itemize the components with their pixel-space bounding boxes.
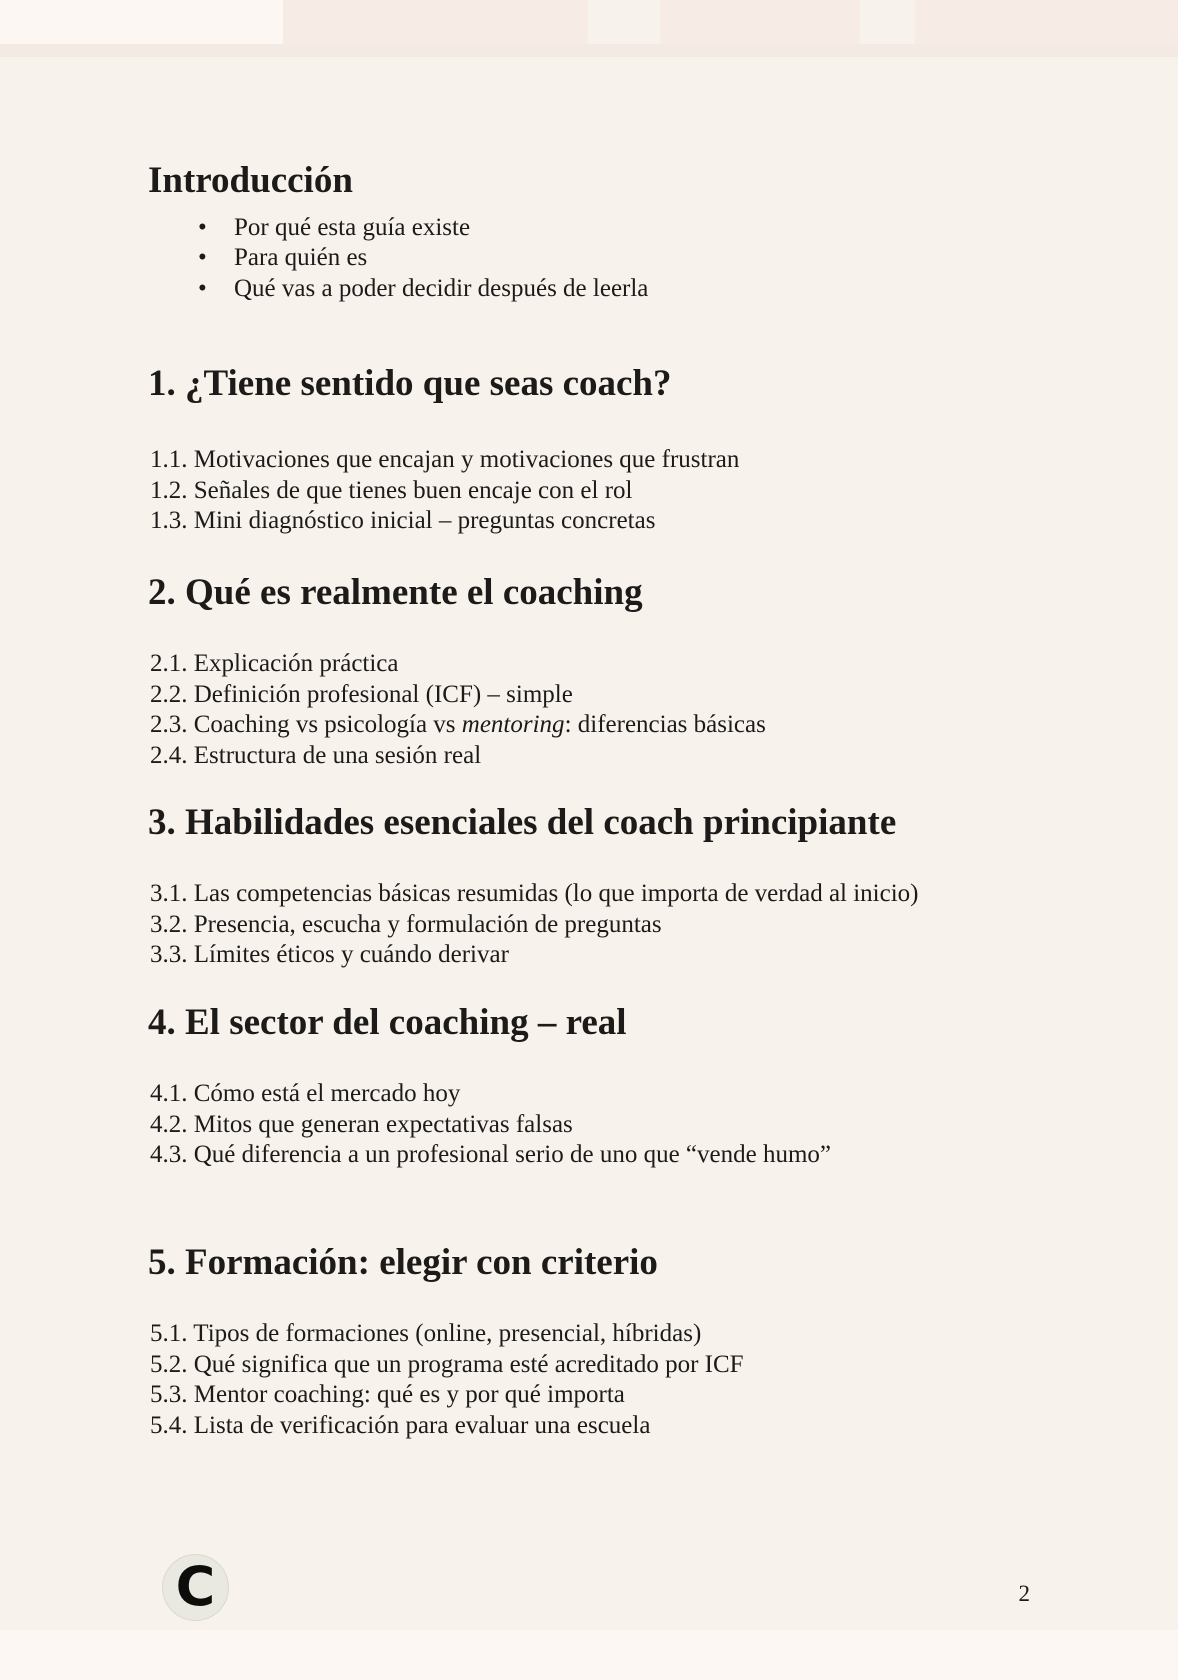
top-tint-band	[0, 44, 1178, 57]
section-item-list	[150, 649, 1058, 771]
bullet-icon: •	[198, 244, 207, 272]
section-item-list	[150, 879, 1058, 971]
toc-item: 1.1. Motivaciones que encajan y motivaciones que frustran	[150, 446, 740, 473]
section-heading: 1. ¿Tiene sentido que seas coach?	[148, 363, 672, 404]
toc-item: 5.4. Lista de verificación para evaluar una escuela	[150, 1411, 651, 1439]
bullet-icon: •	[198, 274, 207, 302]
top-tint-block	[660, 0, 860, 44]
toc-section-1	[148, 362, 1058, 537]
toc-item: 5.1. Tipos de formaciones (online, presencial, híbridas)	[150, 1320, 702, 1347]
page-number: 2	[1018, 1581, 1030, 1606]
toc-item: 1.2. Señales de que tienes buen encaje con el rol	[150, 476, 633, 504]
toc-section-5	[148, 1241, 1058, 1441]
toc-section-3	[148, 801, 1058, 971]
toc-item: 1.3. Mini diagnóstico inicial – preguntas concretas	[150, 507, 656, 535]
section-heading: 2. Qué es realmente el coaching	[148, 572, 643, 613]
toc-item: 5.3. Mentor coaching: qué es y por qué importa	[150, 1381, 625, 1409]
toc-item: 3.1. Las competencias básicas resumidas (lo que importa de verdad al inicio)	[150, 880, 919, 907]
logo-badge	[162, 1554, 229, 1621]
bottom-tint-band	[0, 1630, 1178, 1680]
section-heading: 3. Habilidades esenciales del coach principiante	[148, 802, 897, 843]
toc-section-2	[148, 571, 1058, 771]
toc-item-italic-text: mentoring	[461, 711, 565, 739]
bullet-item	[198, 243, 648, 273]
section-item-list	[150, 445, 1058, 537]
toc-item: 4.2. Mitos que generan expectativas falsas	[150, 1110, 573, 1138]
toc-item	[150, 710, 1058, 741]
toc-item: 2.4. Estructura de una sesión real	[150, 741, 482, 769]
section-item-list	[150, 1079, 1058, 1171]
section-heading: 4. El sector del coaching – real	[148, 1002, 627, 1043]
bullet-text: Qué vas a poder decidir después de leerla	[234, 274, 649, 302]
toc-item-text: : diferencias básicas	[564, 711, 766, 739]
section-item-list	[150, 1319, 1058, 1441]
top-tint-block	[915, 0, 1178, 44]
toc-item: 2.1. Explicación práctica	[150, 650, 399, 677]
bullet-icon: •	[198, 214, 207, 241]
top-tint-block	[0, 0, 283, 44]
toc-item: 4.1. Cómo está el mercado hoy	[150, 1080, 461, 1107]
toc-item-text: 2.3. Coaching vs psicología vs	[150, 711, 462, 739]
top-tint-block	[283, 0, 588, 44]
bullet-item	[198, 274, 648, 304]
intro-bullet-list	[198, 213, 648, 304]
toc-item: 3.3. Límites éticos y cuándo derivar	[150, 941, 509, 969]
toc-item: 5.2. Qué significa que un programa esté acreditado por ICF	[150, 1350, 744, 1378]
logo-letter-c: C	[175, 1554, 216, 1618]
bullet-text: Por qué esta guía existe	[234, 214, 471, 241]
section-heading: 5. Formación: elegir con criterio	[148, 1242, 658, 1283]
page-title: Introducción	[148, 159, 353, 201]
toc-item: 4.3. Qué diferencia a un profesional serio de uno que “vende humo”	[150, 1141, 832, 1169]
bullet-item	[198, 213, 648, 243]
toc-section-4	[148, 1001, 1058, 1171]
bullet-text: Para quién es	[234, 244, 368, 272]
toc-item: 3.2. Presencia, escucha y formulación de preguntas	[150, 910, 662, 938]
toc-item: 2.2. Definición profesional (ICF) – simple	[150, 680, 573, 708]
